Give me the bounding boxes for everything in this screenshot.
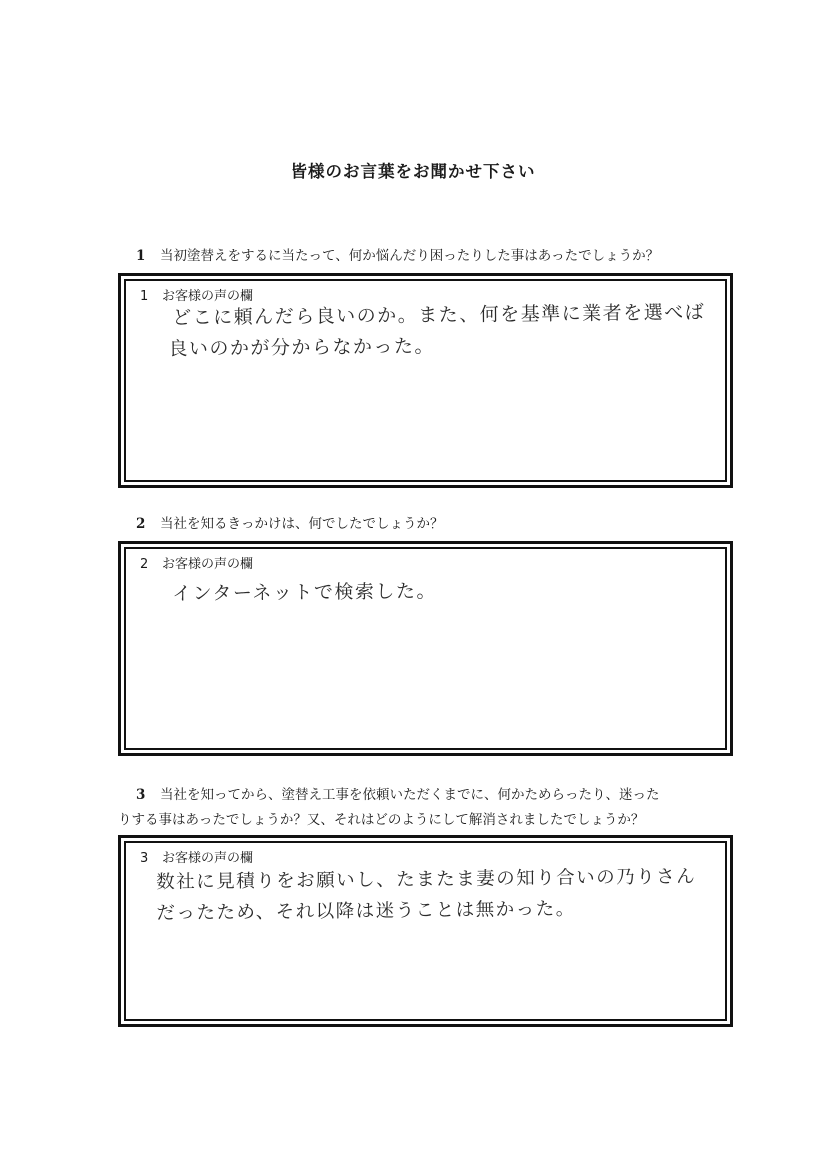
answer-1-line-1: どこに頼んだら良いのか。また、何を基準に業者を選べば bbox=[172, 301, 706, 329]
answer-box-1 bbox=[118, 273, 733, 488]
answer-box-2 bbox=[118, 541, 733, 756]
question-3-text-line-1: 当社を知ってから、塗替え工事を依頼いただくまでに、何かためらったり、迷った bbox=[160, 787, 660, 803]
answer-box-1-label-text: お客様の声の欄 bbox=[162, 289, 254, 304]
question-2-number: 2 bbox=[136, 516, 146, 532]
question-1-number: 1 bbox=[136, 248, 146, 264]
answer-box-2-label bbox=[140, 553, 253, 572]
answer-box-3-inner bbox=[124, 841, 727, 1021]
page-title: 皆様のお言葉をお聞かせ下さい bbox=[290, 162, 536, 181]
answer-box-2-label-text: お客様の声の欄 bbox=[162, 557, 254, 572]
question-3-number: 3 bbox=[136, 787, 146, 803]
answer-3-line-2: だったため、それ以降は迷うことは無かった。 bbox=[156, 898, 576, 924]
answer-3-line-1: 数社に見積りをお願いし、たまたま妻の知り合いの乃りさん bbox=[156, 866, 697, 893]
question-3-text-line-2: りする事はあったでしょうか？又、それはどのようにして解消されましたでしょうか？ bbox=[118, 812, 645, 828]
answer-box-3-number: 3 bbox=[140, 851, 149, 866]
answer-box-1-label bbox=[140, 285, 253, 304]
answer-box-3-label-text: お客様の声の欄 bbox=[162, 851, 254, 866]
answer-box-2-inner bbox=[124, 547, 727, 750]
answer-1-line-2: 良いのかが分からなかった。 bbox=[168, 335, 436, 361]
question-2 bbox=[136, 512, 444, 537]
answer-box-1-inner bbox=[124, 279, 727, 482]
answer-3-handwriting bbox=[156, 861, 697, 929]
answer-1-handwriting bbox=[168, 297, 706, 365]
question-2-text: 当社を知るきっかけは、何でしたでしょうか？ bbox=[160, 516, 444, 532]
answer-box-3 bbox=[118, 835, 733, 1027]
answer-box-3-label bbox=[140, 847, 253, 866]
question-1 bbox=[136, 244, 659, 269]
answer-box-2-number: 2 bbox=[140, 557, 149, 572]
answer-box-1-number: 1 bbox=[140, 289, 149, 304]
question-1-text: 当初塗替えをするに当たって、何か悩んだり困ったりした事はあったでしょうか？ bbox=[160, 248, 660, 264]
answer-2-handwriting bbox=[172, 576, 437, 610]
question-3 bbox=[118, 783, 660, 833]
answer-2-line-1: インターネットで検索した。 bbox=[172, 580, 438, 605]
